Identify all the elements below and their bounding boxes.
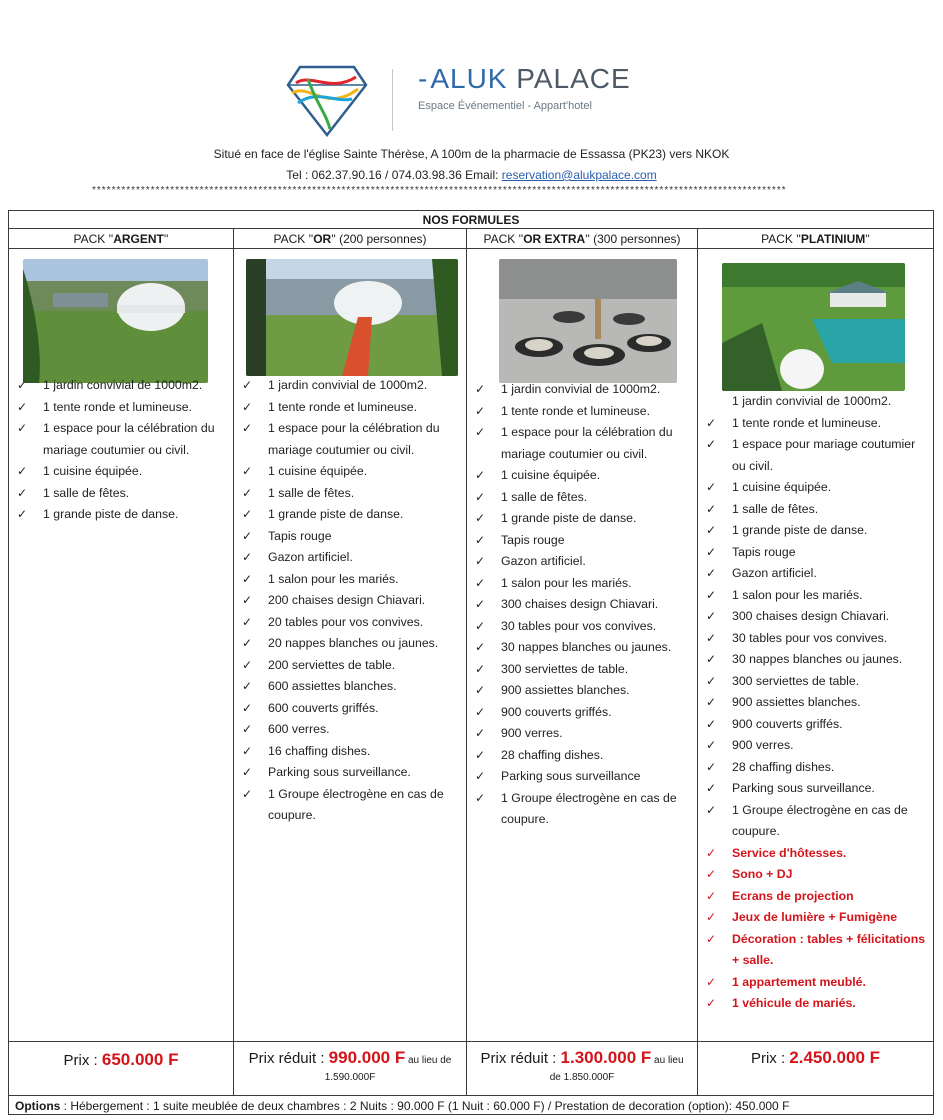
list-item: ✓ 1 jardin convivial de 1000m2. <box>240 375 462 397</box>
check-icon: ✓ <box>242 571 253 586</box>
list-item: ✓ 1 grande piste de danse. <box>473 508 693 530</box>
list-item: ✓ 1 salle de fêtes. <box>15 483 229 505</box>
pack-photo-or-extra <box>499 259 677 383</box>
list-item: ✓ Tapis rouge <box>473 530 693 552</box>
list-item: ✓ Gazon artificiel. <box>704 563 929 585</box>
list-item-extra: ✓ Sono + DJ <box>704 864 929 886</box>
list-item-extra: ✓ Service d'hôtesses. <box>704 843 929 865</box>
logo-diamond-icon <box>286 63 368 137</box>
pack-features-list <box>240 375 462 827</box>
check-icon: ✓ <box>706 673 717 688</box>
pack-photo-or <box>246 259 458 376</box>
check-icon: ✓ <box>242 786 253 801</box>
list-item: ✓ 1 tente ronde et lumineuse. <box>473 401 693 423</box>
list-item: ✓ 1 cuisine équipée. <box>15 461 229 483</box>
list-item: ✓ 1 tente ronde et lumineuse. <box>704 413 929 435</box>
check-icon: ✓ <box>475 382 486 396</box>
price-label: Prix : <box>750 1050 790 1067</box>
check-icon: ✓ <box>242 765 253 779</box>
check-icon: ✓ <box>242 528 253 543</box>
brand-name: -ALUK PALACE <box>418 63 631 94</box>
check-icon: ✓ <box>475 640 486 654</box>
list-item: ✓ 900 assiettes blanches. <box>704 692 929 714</box>
pack-prefix: PACK '' <box>273 232 314 246</box>
list-item: ✓ Gazon artificiel. <box>473 551 693 573</box>
list-item: ✓ Tapis rouge <box>704 542 929 564</box>
price-value: 990.000 F <box>328 1048 406 1067</box>
price-old: 1.590.000F <box>324 1072 376 1083</box>
check-icon: ✓ <box>242 700 253 715</box>
list-item-extra: ✓ Décoration : tables + félicitations + salle. <box>704 929 929 972</box>
pack-column-or-extra <box>467 229 698 1087</box>
list-item: ✓ 1 jardin convivial de 1000m2. <box>473 379 693 401</box>
check-icon: ✓ <box>706 566 717 580</box>
list-item: ✓ 1 salle de fêtes. <box>704 499 929 521</box>
check-icon: ✓ <box>706 738 717 752</box>
list-item: ✓ 300 serviettes de table. <box>704 671 929 693</box>
address: Situé en face de l'église Sainte Thérèse, A 100m de la pharmacie de Essassa (PK23) vers NKOK <box>213 147 730 161</box>
check-icon: ✓ <box>706 845 717 860</box>
list-item: ✓ 1 Groupe électrogène en cas de coupure. <box>473 788 693 831</box>
pack-column-platinium <box>698 229 933 1087</box>
list-item: ✓ 300 chaises design Chiavari. <box>473 594 693 616</box>
list-item: ✓ 1 salon pour les mariés. <box>704 585 929 607</box>
price-row <box>9 1041 933 1095</box>
list-item: ✓ 1 salon pour les mariés. <box>240 569 462 591</box>
pack-photo-argent <box>23 259 208 383</box>
list-item: ✓ 1 espace pour la célébration du mariage coutumier ou civil. <box>473 422 693 465</box>
list-item: ✓ 1 grande piste de danse. <box>15 504 229 526</box>
check-icon: ✓ <box>706 587 717 602</box>
list-item: ✓ 30 nappes blanches ou jaunes. <box>473 637 693 659</box>
tagline: Espace Événementiel - Appart'hotel <box>418 100 592 112</box>
options-label: Options <box>15 1099 61 1113</box>
list-item: ✓ 1 cuisine équipée. <box>240 461 462 483</box>
check-icon: ✓ <box>17 421 28 435</box>
pack-suffix: '' (200 personnes) <box>331 232 427 246</box>
list-item: ✓ 300 serviettes de table. <box>473 659 693 681</box>
check-icon: ✓ <box>706 910 717 924</box>
pack-features-list <box>473 379 693 831</box>
check-icon: ✓ <box>475 575 486 590</box>
check-icon: ✓ <box>706 415 717 430</box>
pack-header <box>9 229 233 249</box>
price-label: Prix réduit : <box>480 1050 561 1067</box>
list-item: ✓ 30 nappes blanches ou jaunes. <box>704 649 929 671</box>
pack-header <box>467 229 697 249</box>
pack-name: OR EXTRA <box>523 232 586 246</box>
pack-prefix: PACK '' <box>761 232 801 246</box>
list-item-extra: ✓ 1 appartement meublé. <box>704 972 929 994</box>
pack-prefix: PACK '' <box>483 232 524 246</box>
list-item: ✓ 600 assiettes blanches. <box>240 676 462 698</box>
check-icon: ✓ <box>706 695 717 709</box>
check-icon: ✓ <box>17 464 28 478</box>
list-item: ✓ 900 couverts griffés. <box>704 714 929 736</box>
check-icon: ✓ <box>706 630 717 645</box>
check-icon: ✓ <box>475 661 486 676</box>
check-icon: ✓ <box>475 726 486 740</box>
list-item: ✓ 20 nappes blanches ou jaunes. <box>240 633 462 655</box>
check-icon: ✓ <box>706 931 717 946</box>
list-item: ✓ 1 Groupe électrogène en cas de coupure. <box>240 784 462 827</box>
list-item: ✓ 30 tables pour vos convives. <box>473 616 693 638</box>
check-icon: ✓ <box>17 485 28 500</box>
list-item: ✓ 16 chaffing dishes. <box>240 741 462 763</box>
list-item: ✓ 1 salle de fêtes. <box>473 487 693 509</box>
list-item: ✓ Parking sous surveillance. <box>704 778 929 800</box>
check-icon: ✓ <box>706 781 717 795</box>
list-item: ✓ 1 grande piste de danse. <box>240 504 462 526</box>
list-item-extra: ✓ Ecrans de projection <box>704 886 929 908</box>
check-icon: ✓ <box>475 769 486 783</box>
list-item: ✓ 1 grande piste de danse. <box>704 520 929 542</box>
check-icon: ✓ <box>17 378 28 392</box>
check-icon: ✓ <box>242 378 253 392</box>
price-value: 650.000 F <box>101 1050 179 1069</box>
list-item: ✓ 600 couverts griffés. <box>240 698 462 720</box>
pack-header <box>234 229 466 249</box>
check-icon: ✓ <box>17 399 28 414</box>
check-icon: ✓ <box>706 652 717 666</box>
check-icon: ✓ <box>706 996 717 1010</box>
check-icon: ✓ <box>475 704 486 719</box>
check-icon: ✓ <box>706 867 717 881</box>
check-icon: ✓ <box>475 425 486 439</box>
list-item: ✓ 1 espace pour la célébration du mariage coutumier ou civil. <box>240 418 462 461</box>
pack-column-argent <box>9 229 234 1087</box>
check-icon: ✓ <box>242 722 253 736</box>
price-cell-platinium <box>698 1042 933 1096</box>
pack-name: ARGENT <box>113 232 164 246</box>
list-item-extra: ✓ Jeux de lumière + Fumigène <box>704 907 929 929</box>
list-item: ✓ Tapis rouge <box>240 526 462 548</box>
list-item: ✓ 200 chaises design Chiavari. <box>240 590 462 612</box>
check-icon: ✓ <box>475 489 486 504</box>
list-item: ✓ 1 espace pour la célébration du mariage coutumier ou civil. <box>15 418 229 461</box>
options-row <box>9 1095 933 1115</box>
list-item: ✓ 900 verres. <box>473 723 693 745</box>
check-icon: ✓ <box>706 609 717 623</box>
contact-line <box>0 168 943 182</box>
pack-features-list <box>704 391 929 1015</box>
pack-column-or <box>234 229 467 1087</box>
check-icon: ✓ <box>242 399 253 414</box>
price-old: de 1.850.000F <box>549 1072 615 1083</box>
list-item: ✓ 300 chaises design Chiavari. <box>704 606 929 628</box>
check-icon: ✓ <box>242 593 253 607</box>
header <box>0 55 943 145</box>
price-note: au lieu de <box>405 1055 452 1066</box>
check-icon: ✓ <box>475 683 486 697</box>
price-label: Prix réduit : <box>248 1050 329 1067</box>
pack-name: OR <box>313 232 332 246</box>
price-cell-or-extra <box>467 1042 698 1096</box>
list-item: ✓ 1 salon pour les mariés. <box>473 573 693 595</box>
list-item: ✓ 28 chaffing dishes. <box>473 745 693 767</box>
list-item: ✓ 600 verres. <box>240 719 462 741</box>
list-item: ✓ 30 tables pour vos convives. <box>704 628 929 650</box>
list-item: ✓ 1 tente ronde et lumineuse. <box>15 397 229 419</box>
check-icon: ✓ <box>475 597 486 611</box>
check-icon: ✓ <box>242 636 253 650</box>
check-icon: ✓ <box>242 743 253 758</box>
check-icon: ✓ <box>706 480 717 494</box>
brand-first: ALUK <box>430 63 508 94</box>
list-item: ✓ 1 salle de fêtes. <box>240 483 462 505</box>
brand-second: PALACE <box>516 63 631 94</box>
price-value: 1.300.000 F <box>560 1048 652 1067</box>
list-item: ✓ 20 tables pour vos convives. <box>240 612 462 634</box>
list-item: ✓ 1 cuisine équipée. <box>473 465 693 487</box>
check-icon: ✓ <box>475 618 486 633</box>
pack-prefix: PACK '' <box>73 232 114 246</box>
price-value: 2.450.000 F <box>789 1048 881 1067</box>
check-icon: ✓ <box>242 657 253 672</box>
list-item: ✓ 900 assiettes blanches. <box>473 680 693 702</box>
check-icon: ✓ <box>706 974 717 989</box>
price-cell-argent <box>9 1042 234 1096</box>
check-icon: ✓ <box>17 507 28 521</box>
check-icon: ✓ <box>475 554 486 568</box>
pack-photo-platinium <box>722 263 905 391</box>
list-item: ✓ 1 tente ronde et lumineuse. <box>240 397 462 419</box>
list-item: 1 jardin convivial de 1000m2. <box>732 394 892 408</box>
list-item: ✓ 1 espace pour mariage coutumier ou civil. <box>704 434 929 477</box>
check-icon: ✓ <box>242 614 253 629</box>
check-icon: ✓ <box>242 507 253 521</box>
check-icon: ✓ <box>475 468 486 482</box>
pack-name: PLATINIUM <box>800 232 866 246</box>
list-item: ✓ 900 couverts griffés. <box>473 702 693 724</box>
check-icon: ✓ <box>475 403 486 418</box>
price-label: Prix : <box>63 1052 102 1069</box>
price-note: au lieu <box>651 1055 684 1066</box>
check-icon: ✓ <box>242 464 253 478</box>
check-icon: ✓ <box>706 501 717 516</box>
list-item: ✓ Parking sous surveillance <box>473 766 693 788</box>
logo-separator <box>392 69 393 131</box>
check-icon: ✓ <box>475 511 486 525</box>
list-item: ✓ 1 cuisine équipée. <box>704 477 929 499</box>
check-icon: ✓ <box>706 759 717 774</box>
list-item: ✓ 1 Groupe électrogène en cas de coupure. <box>704 800 929 843</box>
check-icon: ✓ <box>706 802 717 817</box>
list-item: ✓ Parking sous surveillance. <box>240 762 462 784</box>
list-item: ✓ 900 verres. <box>704 735 929 757</box>
table-title: NOS FORMULES <box>9 211 933 229</box>
list-item: ✓ 28 chaffing dishes. <box>704 757 929 779</box>
pack-suffix: '' (300 personnes) <box>585 232 681 246</box>
price-cell-or <box>234 1042 467 1096</box>
list-item: ✓ 1 jardin convivial de 1000m2. <box>15 375 229 397</box>
list-item: ✓ 200 serviettes de table. <box>240 655 462 677</box>
options-text: : Hébergement : 1 suite meublée de deux chambres : 2 Nuits : 90.000 F (1 Nuit : 60.000 F) / Prestation de decoration (option): 450.000 F <box>60 1099 790 1113</box>
check-icon: ✓ <box>706 523 717 537</box>
email-link[interactable]: reservation@alukpalace.com <box>501 168 657 182</box>
check-icon: ✓ <box>242 550 253 564</box>
check-icon: ✓ <box>706 716 717 731</box>
check-icon: ✓ <box>242 421 253 435</box>
formules-table <box>8 210 934 1115</box>
pack-suffix: '' <box>163 232 169 246</box>
phone-label: Tel : 062.37.90.16 / 074.03.98.36 Email: <box>286 168 502 182</box>
check-icon: ✓ <box>706 888 717 903</box>
check-icon: ✓ <box>242 485 253 500</box>
check-icon: ✓ <box>475 532 486 547</box>
pack-header <box>698 229 933 249</box>
stars-divider: ********************************************************************************************************************************************** <box>92 185 787 196</box>
check-icon: ✓ <box>475 747 486 762</box>
pack-features-list <box>15 375 229 526</box>
check-icon: ✓ <box>242 679 253 693</box>
list-item-extra: ✓ 1 véhicule de mariés. <box>704 993 929 1015</box>
list-item: ✓ Gazon artificiel. <box>240 547 462 569</box>
check-icon: ✓ <box>706 544 717 559</box>
pack-suffix: '' <box>865 232 870 246</box>
check-icon: ✓ <box>706 437 717 451</box>
check-icon: ✓ <box>475 790 486 805</box>
